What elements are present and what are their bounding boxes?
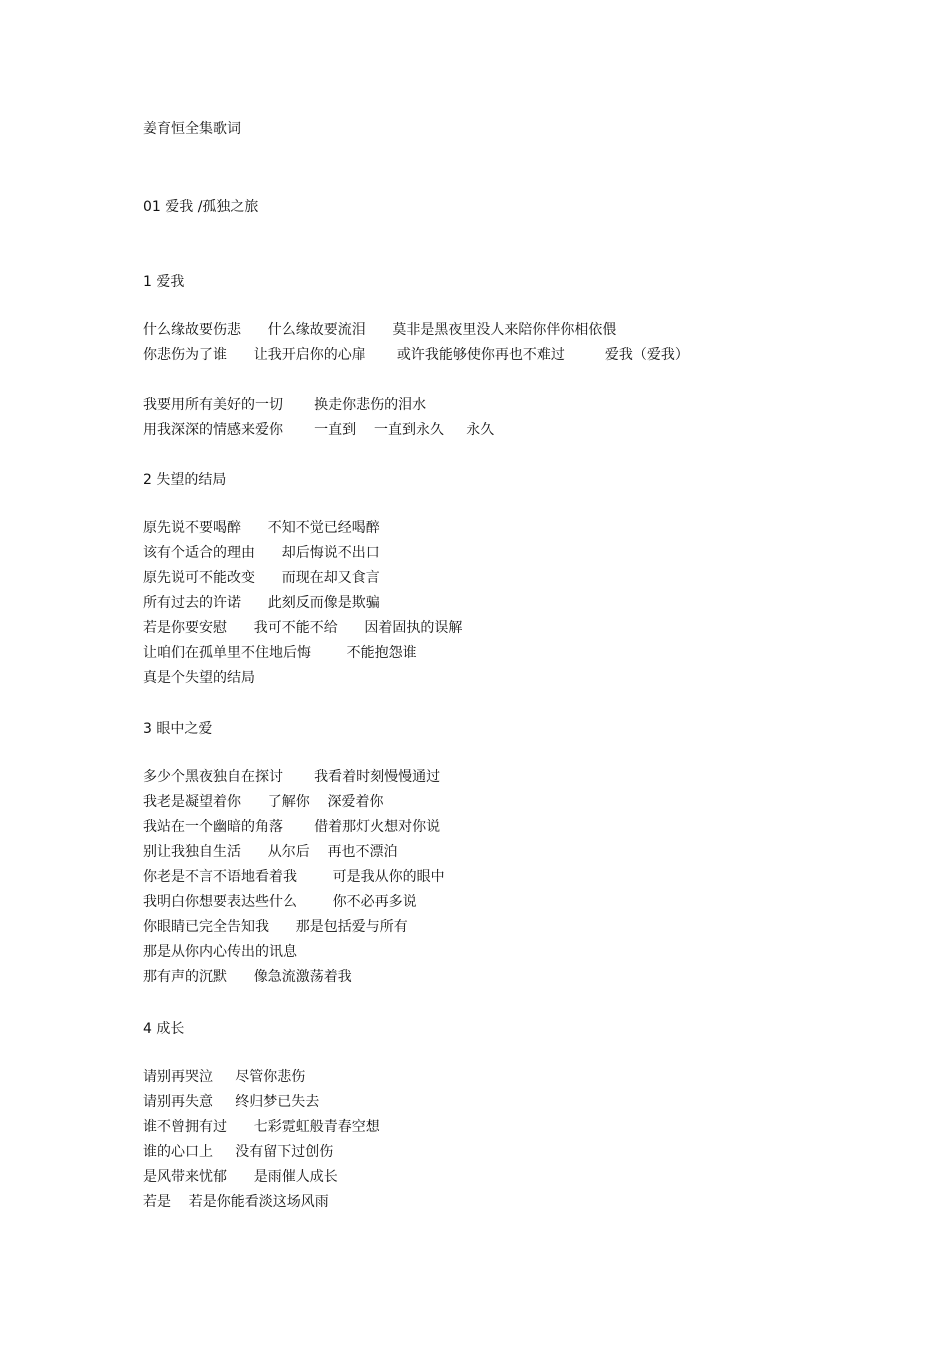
document-title: 姜育恒全集歌词 [143,121,241,137]
lyric-line: 我明白你想要表达些什么 你不必再多说 [143,894,417,910]
song-title: 1 爱我 [143,274,185,290]
lyric-line: 该有个适合的理由 却后悔说不出口 [143,545,380,561]
song-block [143,470,903,693]
song-title: 3 眼中之爱 [143,721,213,737]
lyric-line: 若是你要安慰 我可不能不给 因着固执的误解 [143,620,463,636]
song-block [143,272,903,445]
lyric-line: 那有声的沉默 像急流激荡着我 [143,969,352,985]
lyric-line: 我要用所有美好的一切 换走你悲伤的泪水 [143,397,427,413]
lyric-line: 是风带来忧郁 是雨催人成长 [143,1169,338,1185]
lyric-line: 谁的心口上 没有留下过创伤 [143,1144,334,1160]
lyric-stanza [143,320,903,370]
lyric-line: 谁不曾拥有过 七彩霓虹般青春空想 [143,1119,380,1135]
lyric-line: 那是从你内心传出的讯息 [143,944,297,960]
song-title: 2 失望的结局 [143,472,227,488]
lyric-stanza [143,395,903,445]
lyric-line: 原先说可不能改变 而现在却又食言 [143,570,380,586]
lyric-line: 你悲伤为了谁 让我开启你的心扉 或许我能够使你再也不难过 爱我（爱我） [143,347,689,363]
lyric-line: 多少个黑夜独自在探讨 我看着时刻慢慢通过 [143,769,441,785]
lyric-line: 真是个失望的结局 [143,670,255,686]
lyric-line: 你眼睛已完全告知我 那是包括爱与所有 [143,919,408,935]
lyric-line: 让咱们在孤单里不住地后悔 不能抱怨谁 [143,645,417,661]
lyric-line: 别让我独自生活 从尔后 再也不漂泊 [143,844,398,860]
lyric-line: 我老是凝望着你 了解你 深爱着你 [143,794,384,810]
lyric-line: 若是 若是你能看淡这场风雨 [143,1194,329,1210]
song-title: 4 成长 [143,1021,185,1037]
lyric-line: 请别再哭泣 尽管你悲伤 [143,1069,306,1085]
lyric-line: 我站在一个幽暗的角落 借着那灯火想对你说 [143,819,441,835]
lyric-line: 用我深深的情感来爱你 一直到 一直到永久 永久 [143,422,495,438]
lyric-stanza [143,767,903,992]
lyric-line: 所有过去的许诺 此刻反而像是欺骗 [143,595,380,611]
lyric-line: 请别再失意 终归梦已失去 [143,1094,320,1110]
lyric-stanza [143,1067,903,1217]
song-block [143,1019,903,1217]
lyric-line: 什么缘故要伤悲 什么缘故要流泪 莫非是黑夜里没人来陪你伴你相依偎 [143,322,617,338]
song-block [143,719,903,992]
album-heading: 01 爱我 /孤独之旅 [143,199,259,215]
lyric-line: 你老是不言不语地看着我 可是我从你的眼中 [143,869,445,885]
lyric-stanza [143,518,903,693]
lyric-line: 原先说不要喝醉 不知不觉已经喝醉 [143,520,380,536]
